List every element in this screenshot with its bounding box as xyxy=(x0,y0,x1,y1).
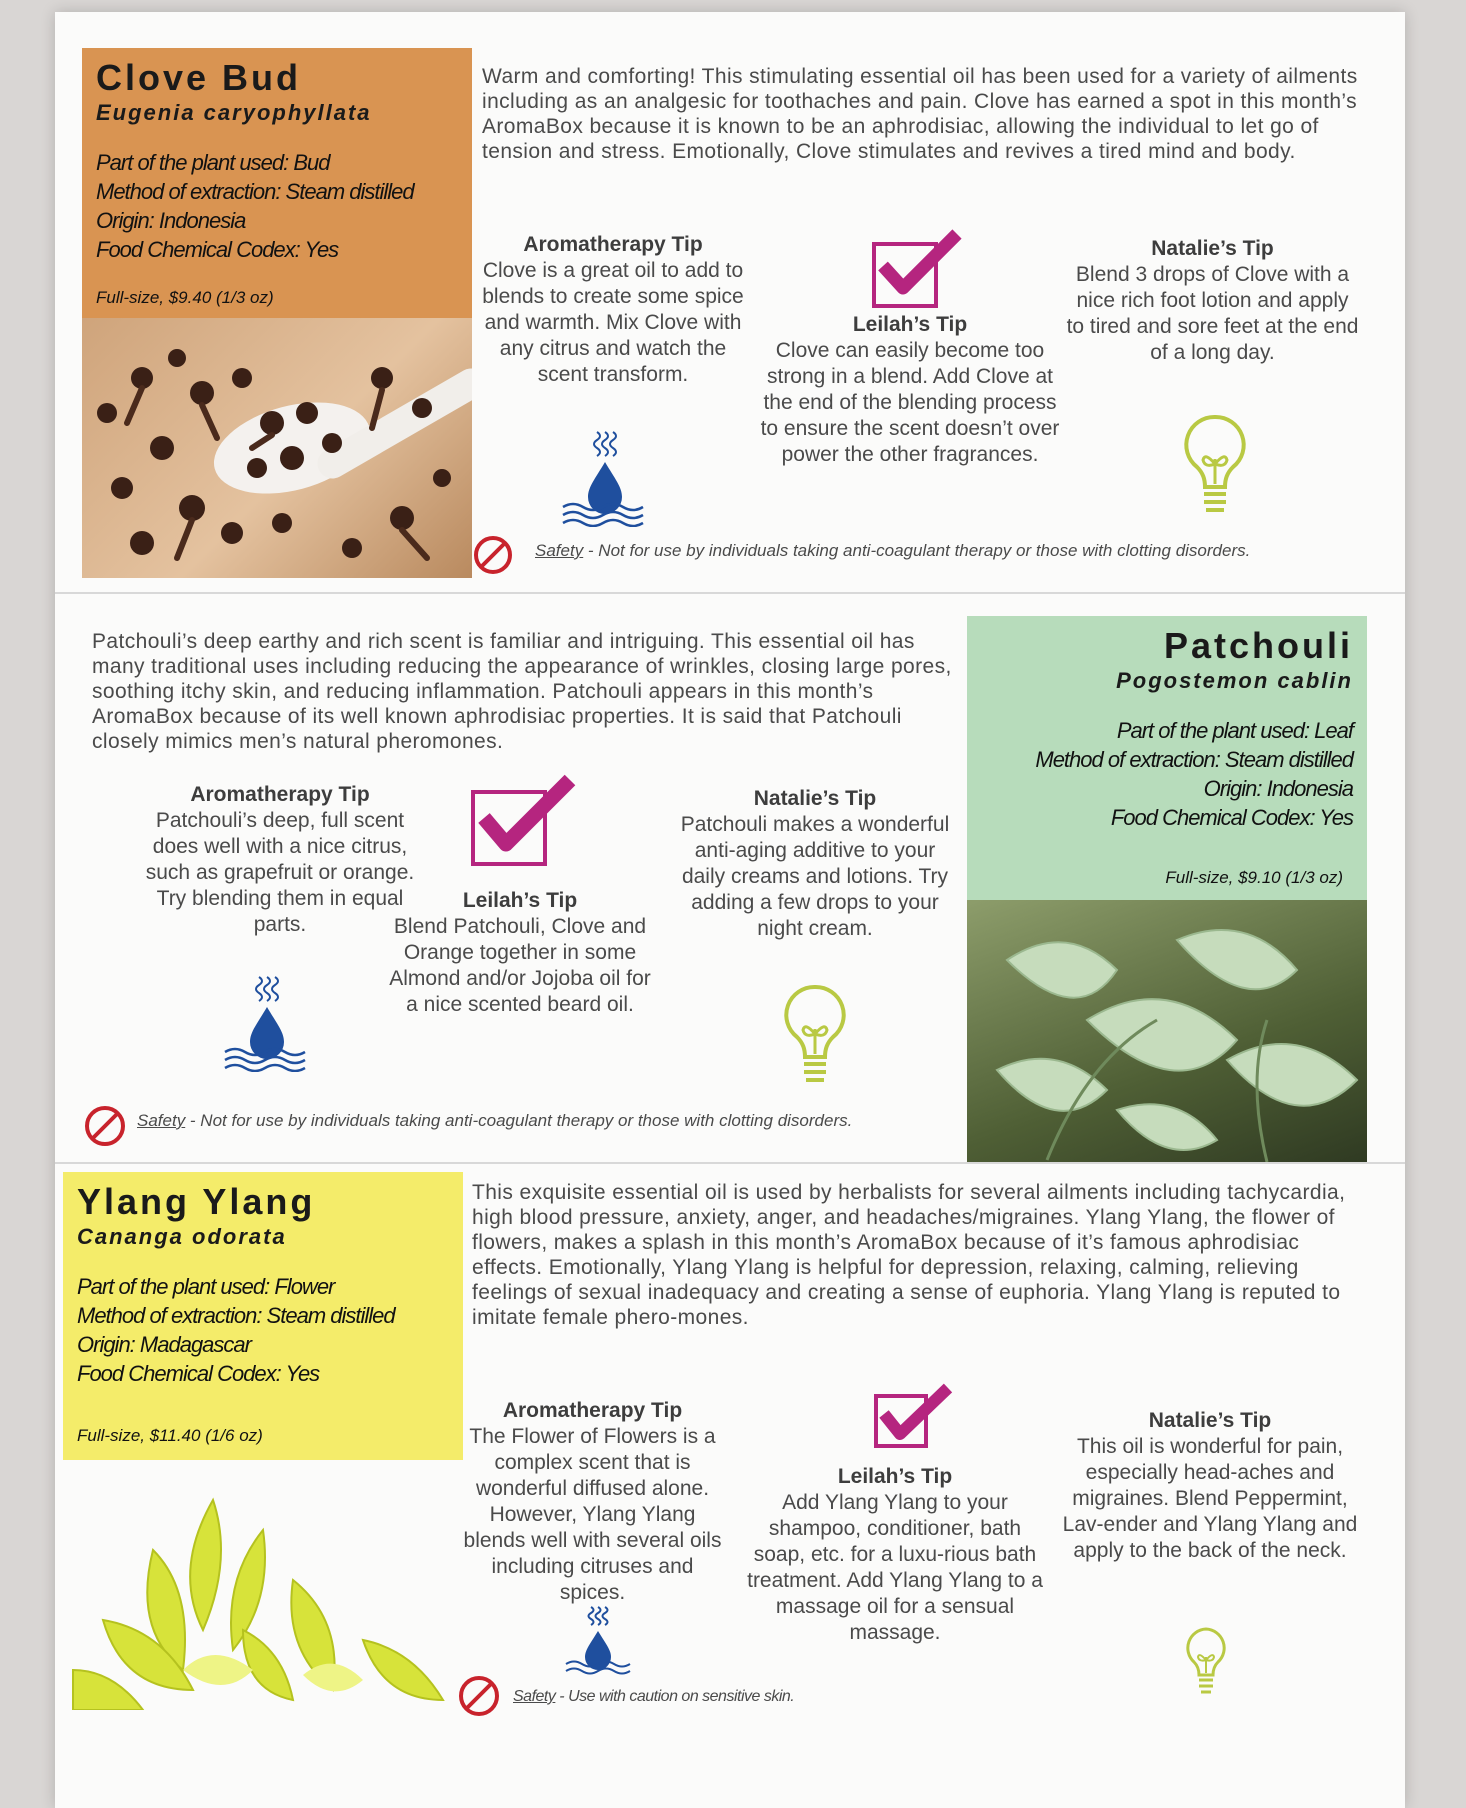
ylang-safety-note xyxy=(513,1687,1213,1706)
price: Full-size, $9.40 (1/3 oz) xyxy=(96,288,274,307)
aromabox-info-sheet xyxy=(55,12,1405,1808)
ylang-image xyxy=(63,1460,463,1710)
safety-label: Safety xyxy=(535,541,584,560)
lightbulb-icon xyxy=(780,982,850,1092)
oil-name: Patchouli xyxy=(1163,625,1353,666)
tip-title: Aromatherapy Tip xyxy=(190,783,370,806)
checkmark-icon xyxy=(869,226,969,316)
no-sign-icon xyxy=(83,1104,127,1148)
fold-line xyxy=(55,592,1405,594)
fact-method: Method of extraction: Steam distilled xyxy=(1035,746,1353,772)
oil-facts xyxy=(77,1272,449,1388)
fact-method: Method of extraction: Steam distilled xyxy=(96,178,414,204)
water-drop-icon xyxy=(555,427,655,527)
patchouli-image xyxy=(967,900,1367,1162)
tip-title: Aromatherapy Tip xyxy=(502,1399,683,1422)
tip-title: Natalie’s Tip xyxy=(1151,237,1274,260)
tip-title: Natalie’s Tip xyxy=(753,787,877,810)
fact-part: Part of the plant used: Bud xyxy=(96,149,330,175)
clove-natalie-tip xyxy=(1065,236,1360,366)
tip-text: Blend Patchouli, Clove and Orange together in some Almond and/or Jojoba oil for a nice scented beard oil. xyxy=(389,915,651,1016)
safety-text: - Use with caution on sensitive skin. xyxy=(555,1688,795,1705)
checkmark-icon xyxy=(468,772,583,872)
patchouli-natalie-tip xyxy=(680,786,950,942)
oil-facts xyxy=(96,148,458,264)
no-sign-icon xyxy=(473,535,513,575)
tip-text: Clove can easily become too strong in a blend. Add Clove at the end of the blending process to ensure the scent doesn’t over power the other fragrances. xyxy=(760,339,1060,466)
safety-text: - Not for use by individuals taking anti-coagulant therapy or those with clotting disorders. xyxy=(185,1111,853,1130)
latin-name: Eugenia caryophyllata xyxy=(96,99,372,125)
patchouli-leilah-tip xyxy=(385,888,655,1018)
oil-name: Clove Bud xyxy=(96,57,302,98)
fact-part: Part of the plant used: Flower xyxy=(77,1273,335,1299)
tip-text: This oil is wonderful for pain, especially head-aches and migraines. Blend Peppermint, Lav-ender and Ylang Ylang and apply to the back of the neck. xyxy=(1062,1435,1358,1562)
fact-origin: Origin: Madagascar xyxy=(77,1331,251,1357)
tip-text: Patchouli’s deep, full scent does well with a nice citrus, such as grapefruit or orange. Try blending them in equal parts. xyxy=(145,809,415,936)
clove-info-box xyxy=(82,48,472,318)
fact-part: Part of the plant used: Leaf xyxy=(1116,717,1353,743)
clove-image xyxy=(82,318,472,578)
ylang-description: This exquisite essential oil is used by herbalists for several ailments including tachycardia, high blood pressure, anxiety, anger, and headaches/migraines. Ylang Ylang, the flower of flowers, makes a splash in this month’s AromaBox because of it’s famous aphrodisiac effects. Emotionally, Ylang Ylang is helpful for depression, relaxing, calming, relieving feelings of sexual inadequacy and creating a sense of euphoria. Ylang Ylang is reputed to imitate female phero-mones. xyxy=(472,1181,1346,1329)
tip-title: Leilah’s Tip xyxy=(837,1465,953,1488)
tip-text: Patchouli makes a wonderful anti-aging additive to your daily creams and lotions. Try adding a few drops to your night cream. xyxy=(680,813,950,940)
oil-name: Ylang Ylang xyxy=(77,1181,316,1222)
price: Full-size, $9.10 (1/3 oz) xyxy=(1165,868,1343,887)
ylang-natalie-tip xyxy=(1060,1408,1360,1564)
clove-aromatherapy-tip xyxy=(473,232,753,388)
fact-codex: Food Chemical Codex: Yes xyxy=(96,236,339,262)
checkmark-icon xyxy=(872,1382,957,1457)
clove-safety-note xyxy=(535,541,1355,560)
tip-text: Blend 3 drops of Clove with a nice rich foot lotion and apply to tired and sore feet at the end of a long day. xyxy=(1066,263,1359,364)
clove-photo xyxy=(82,318,472,578)
patchouli-description: Patchouli’s deep earthy and rich scent is familiar and intriguing. This essential oil has many traditional uses including reducing the appearance of wrinkles, closing large pores, soothing itchy skin, and reducing inflammation. Patchouli appears in this month’s AromaBox because of its well known aphrodisiac properties. It is said that Patchouli closely mimics men’s natural pheromones. xyxy=(92,630,952,753)
fact-codex: Food Chemical Codex: Yes xyxy=(1110,804,1353,830)
ylang-photo xyxy=(63,1460,463,1710)
ylang-leilah-tip xyxy=(745,1464,1045,1646)
patchouli-info-box xyxy=(967,616,1367,900)
tip-title: Aromatherapy Tip xyxy=(523,233,703,256)
price: Full-size, $11.40 (1/6 oz) xyxy=(77,1426,263,1445)
patchouli-safety-note xyxy=(137,1111,917,1130)
latin-name: Cananga odorata xyxy=(77,1223,287,1249)
clove-leilah-tip xyxy=(760,312,1060,468)
fold-line xyxy=(55,1162,1405,1164)
tip-title: Leilah’s Tip xyxy=(852,313,968,336)
ylang-aromatherapy-tip xyxy=(460,1398,725,1606)
fact-origin: Origin: Indonesia xyxy=(96,207,246,233)
tip-text: Add Ylang Ylang to your shampoo, conditioner, bath soap, etc. for a luxu-rious bath treatment. Add Ylang Ylang to a massage oil for a sensual massage. xyxy=(747,1491,1043,1644)
latin-name: Pogostemon cablin xyxy=(1116,667,1353,693)
safety-text: - Not for use by individuals taking anti-coagulant therapy or those with clotting disorders. xyxy=(583,541,1251,560)
patchouli-photo xyxy=(967,900,1367,1162)
no-sign-icon xyxy=(457,1674,501,1718)
safety-label: Safety xyxy=(513,1688,556,1705)
tip-text: The Flower of Flowers is a complex scent that is wonderful diffused alone. However, Ylang Ylang blends well with several oils including citruses and spices. xyxy=(463,1425,722,1604)
fact-method: Method of extraction: Steam distilled xyxy=(77,1302,395,1328)
patchouli-aromatherapy-tip xyxy=(145,782,415,938)
tip-title: Leilah’s Tip xyxy=(462,889,578,912)
clove-description: Warm and comforting! This stimulating essential oil has been used for a variety of ailments including as an analgesic for toothaches and pain. Clove has earned a spot in this month’s AromaBox because it is known to be an aphrodisiac, allowing the individual to let go of tension and stress. Emotionally, Clove stimulates and revives a tired mind and body. xyxy=(482,65,1358,163)
safety-label: Safety xyxy=(137,1111,186,1130)
oil-facts xyxy=(981,716,1353,832)
tip-title: Natalie’s Tip xyxy=(1148,1409,1272,1432)
tip-text: Clove is a great oil to add to blends to create some spice and warmth. Mix Clove with any citrus and watch the scent transform. xyxy=(482,259,744,386)
lightbulb-icon xyxy=(1180,412,1250,522)
ylang-info-box xyxy=(63,1172,463,1460)
water-drop-icon xyxy=(217,972,317,1072)
fact-codex: Food Chemical Codex: Yes xyxy=(77,1360,320,1386)
fact-origin: Origin: Indonesia xyxy=(1203,775,1353,801)
water-drop-icon xyxy=(560,1604,636,1680)
